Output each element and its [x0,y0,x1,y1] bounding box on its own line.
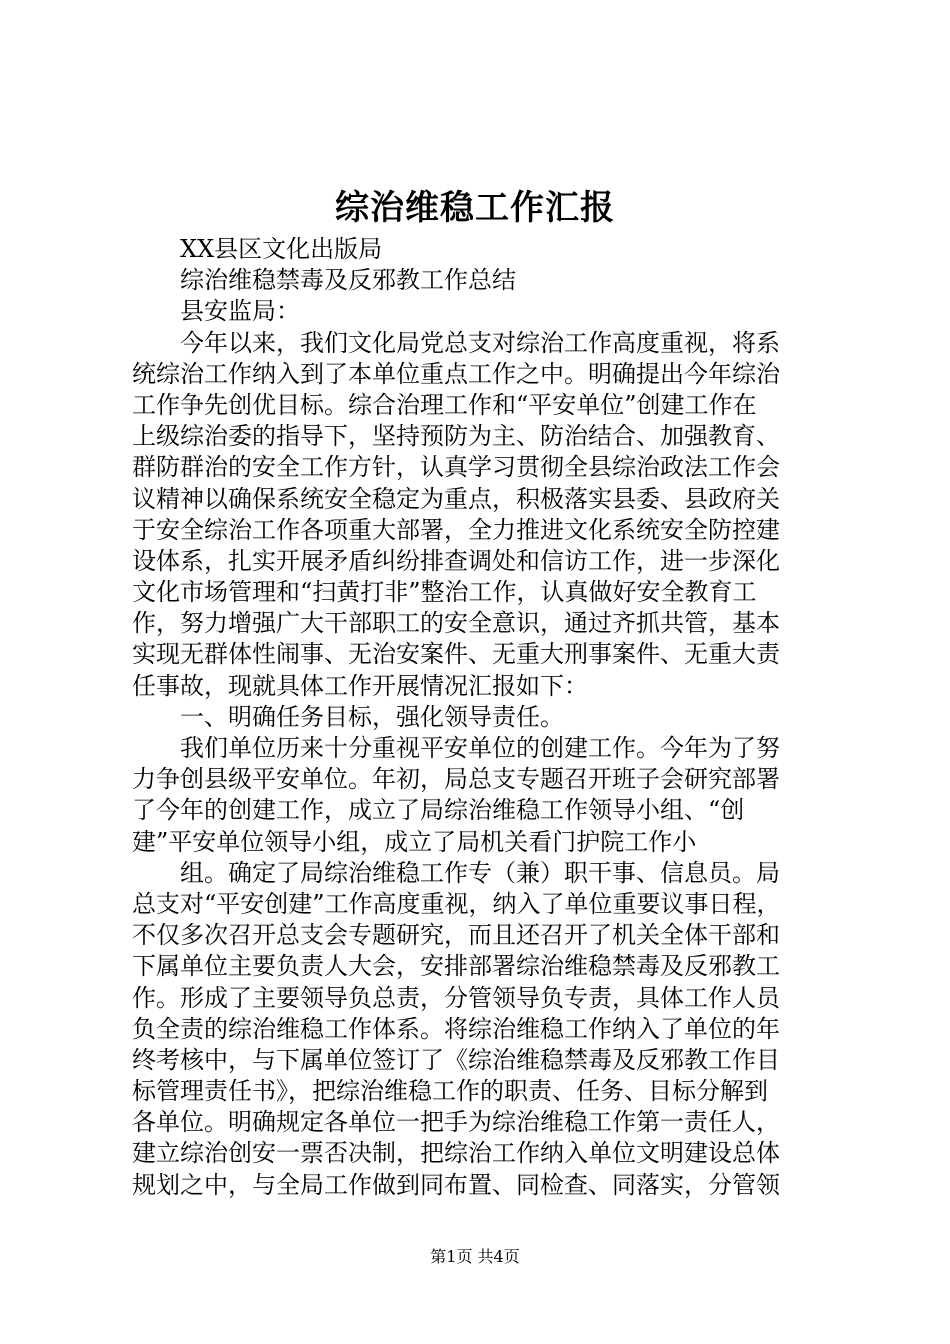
paragraph-line: 我们单位历来十分重视平安单位的创建工作。今年为了努 [180,734,780,762]
paragraph-line: 终考核中，与下属单位签订了《综治维稳禁毒及反邪教工作目 [132,1045,780,1074]
paragraph-line: 力争创县级平安单位。年初，局总支专题召开班子会研究部署 [132,765,780,794]
paragraph-line: 文化市场管理和“扫黄打非”整治工作，认真做好安全教育工 [132,578,757,607]
document-title: 综治维稳工作汇报 [335,188,615,228]
paragraph-line: 设体系，扎实开展矛盾纠纷排查调处和信访工作，进一步深化 [132,546,780,575]
paragraph-line: 负全责的综治维稳工作体系。将综治维稳工作纳入了单位的年 [132,1014,780,1043]
paragraph-line: 于安全综治工作各项重大部署，全力推进文化系统安全防控建 [132,515,780,544]
paragraph-line: 群防群治的安全工作方针，认真学习贯彻全县综治政法工作会 [132,453,780,482]
org-line: XX县区文化出版局 [180,235,383,263]
paragraph-line: 总支对“平安创建”工作高度重视，纳入了单位重要议事日程， [132,889,781,918]
paragraph-line: 了今年的创建工作，成立了局综治维稳工作领导小组、“创 [132,796,745,825]
paragraph-line: 下属单位主要负责人大会，安排部署综治维稳禁毒及反邪教工 [132,952,780,981]
paragraph-line: 各单位。明确规定各单位一把手为综治维稳工作第一责任人， [132,1108,780,1137]
paragraph-line: 不仅多次召开总支会专题研究，而且还召开了机关全体干部和 [132,921,780,950]
paragraph-line: 统综治工作纳入到了本单位重点工作之中。明确提出今年综治 [132,359,780,388]
page-footer: 第1页 共4页 [430,1247,520,1266]
paragraph-line: 作，努力增强广大干部职工的安全意识，通过齐抓共管，基本 [132,609,780,638]
paragraph-line: 组。确定了局综治维稳工作专（兼）职干事、信息员。局 [180,858,780,887]
paragraph-line: 今年以来，我们文化局党总支对综治工作高度重视，将系 [180,328,780,357]
salutation-line: 县安监局： [180,297,300,326]
paragraph-line: 任事故，现就具体工作开展情况汇报如下： [132,671,588,700]
paragraph-line: 标管理责任书》，把综治维稳工作的职责、任务、目标分解到 [132,1077,768,1106]
document-body [132,234,828,1201]
paragraph-line: 建立综治创安一票否决制，把综治工作纳入单位文明建设总体 [132,1139,780,1168]
subtitle-line: 综治维稳禁毒及反邪教工作总结 [180,266,516,295]
section-heading: 一、明确任务目标，强化领导责任。 [180,702,564,731]
paragraph-line: 建”平安单位领导小组，成立了局机关看门护院工作小 [132,827,697,856]
paragraph-line: 实现无群体性闹事、无治安案件、无重大刑事案件、无重大责 [132,640,780,669]
paragraph-line: 议精神以确保系统安全稳定为重点，积极落实县委、县政府关 [132,484,780,513]
paragraph-line: 规划之中，与全局工作做到同布置、同检查、同落实，分管领 [132,1170,780,1199]
paragraph-line: 作。形成了主要领导负总责，分管领导负专责，具体工作人员 [132,983,780,1012]
paragraph-line: 上级综治委的指导下，坚持预防为主、防治结合、加强教育、 [132,422,780,451]
paragraph-line: 工作争先创优目标。综合治理工作和“平安单位”创建工作在 [132,390,757,419]
